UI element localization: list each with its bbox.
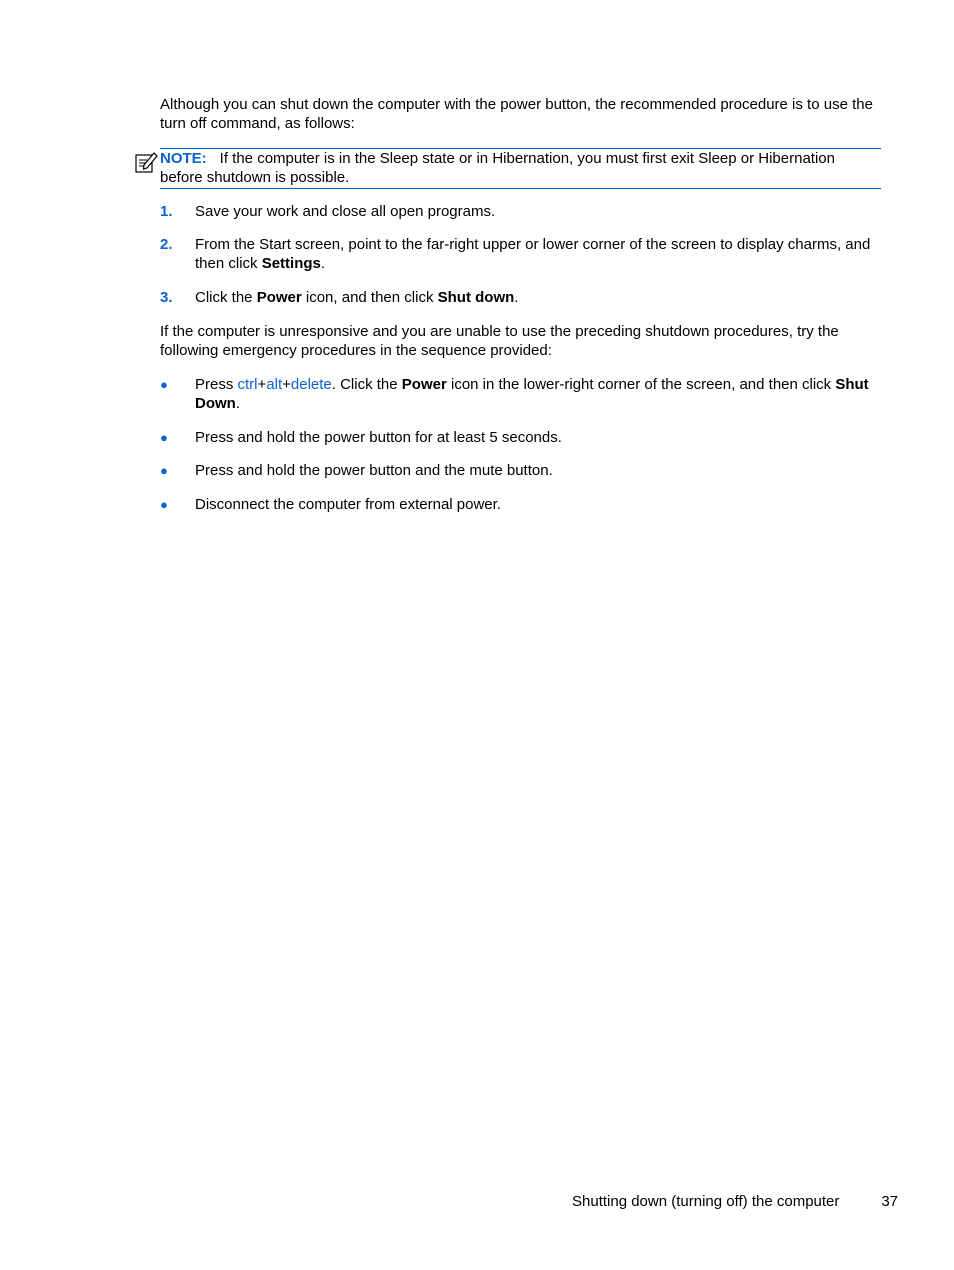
power-label: Power xyxy=(401,376,447,393)
intro-paragraph: Although you can shut down the computer with the power button, the recommended procedure is to use the turn off command, as follows: xyxy=(160,96,873,132)
step-text-part: From the Start screen, point to the far-right upper or lower corner of the screen to display charms, and then click xyxy=(195,236,871,272)
step-text xyxy=(195,288,880,307)
note-box xyxy=(160,148,881,189)
bullet-item xyxy=(160,375,880,413)
step-text-part: . xyxy=(320,255,326,272)
page-number: 37 xyxy=(881,1193,898,1210)
bullet-text-part: Press xyxy=(195,376,238,393)
shut-down-label: Shut Down xyxy=(195,376,869,412)
plus-sign: + xyxy=(257,376,267,393)
key-ctrl: ctrl xyxy=(237,376,258,393)
bullet-text-part: . Click the xyxy=(331,376,402,393)
bullet-text-part: . xyxy=(235,395,240,412)
bullet-text: Disconnect the computer from external power. xyxy=(195,496,501,513)
step-number: 1. xyxy=(160,203,173,220)
key-alt: alt xyxy=(266,376,283,393)
bullet-item xyxy=(160,495,880,514)
step-number: 2. xyxy=(160,236,173,253)
bullet-icon: ● xyxy=(160,497,168,512)
note-text: If the computer is in the Sleep state or in Hibernation, you must first exit Sleep or Hibernation before shutdown is possible. xyxy=(160,150,835,186)
step-number: 3. xyxy=(160,289,173,306)
key-delete: delete xyxy=(290,376,332,393)
step-2 xyxy=(160,235,880,273)
step-1 xyxy=(160,202,880,221)
shut-down-label: Shut down xyxy=(437,289,515,306)
bullet-text: Press and hold the power button for at least 5 seconds. xyxy=(195,429,562,446)
bullet-text-part: icon in the lower-right corner of the screen, and then click xyxy=(446,376,836,393)
settings-label: Settings xyxy=(261,255,321,272)
bullet-text: Press and hold the power button and the mute button. xyxy=(195,462,553,479)
step-text-part: Click the xyxy=(195,289,257,306)
bullet-text xyxy=(195,375,880,413)
note-label: NOTE: xyxy=(160,150,207,167)
footer-section-title: Shutting down (turning off) the computer xyxy=(572,1193,840,1210)
emergency-intro-paragraph: If the computer is unresponsive and you are unable to use the preceding shutdown procedures, try the following emergency procedures in the sequence provided: xyxy=(160,323,839,359)
step-3 xyxy=(160,288,880,307)
power-label: Power xyxy=(256,289,302,306)
step-text-part: . xyxy=(514,289,519,306)
step-text xyxy=(195,235,880,273)
bullet-icon: ● xyxy=(160,430,168,445)
note-pencil-icon xyxy=(134,150,158,174)
plus-sign: + xyxy=(282,376,291,393)
bullet-item xyxy=(160,428,880,447)
step-text-part: icon, and then click xyxy=(301,289,438,306)
bullet-icon: ● xyxy=(160,377,168,392)
step-text: Save your work and close all open programs. xyxy=(195,203,496,220)
page-footer xyxy=(572,1192,898,1211)
bullet-icon: ● xyxy=(160,463,168,478)
bullet-item xyxy=(160,461,880,480)
